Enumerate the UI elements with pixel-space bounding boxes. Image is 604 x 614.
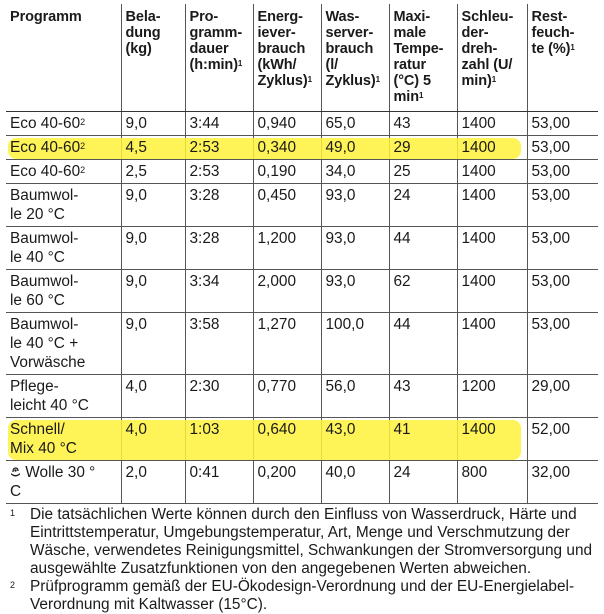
table-row bbox=[6, 184, 598, 227]
table-row bbox=[6, 160, 598, 184]
table-cell: 9,0 bbox=[121, 313, 185, 375]
footnote-ref: 2 bbox=[80, 165, 86, 175]
table-cell: 93,0 bbox=[321, 270, 389, 313]
table-row bbox=[6, 313, 598, 375]
column-header: Programm bbox=[6, 4, 121, 112]
program-label: Eco $40-60^2$ bbox=[10, 139, 86, 156]
footnote-ref: 1 bbox=[570, 43, 575, 52]
table-cell: 1:03 bbox=[185, 418, 253, 461]
table-cell: 25 bbox=[389, 160, 457, 184]
footnote-text: Prüfprogramm gemäß der EU-Ökodesign-Verordnung und der EU-Energielabel-Verordnung mit Kaltwasser (15°C). bbox=[30, 578, 575, 613]
table-cell: 53,00 bbox=[527, 227, 598, 270]
table-cell: 52,00 bbox=[527, 418, 598, 461]
table-cell: 0,770 bbox=[253, 375, 321, 418]
table-cell: 1,270 bbox=[253, 313, 321, 375]
table-cell: 53,00 bbox=[527, 313, 598, 375]
table-cell: 3:34 bbox=[185, 270, 253, 313]
program-name bbox=[6, 160, 121, 184]
program-label: Baumwol- le 40 °C + Vorwäsche bbox=[10, 316, 86, 371]
table-cell: 1400 bbox=[457, 418, 527, 461]
table-cell: 9,0 bbox=[121, 227, 185, 270]
table-cell: 0,940 bbox=[253, 112, 321, 136]
table-cell: 1400 bbox=[457, 184, 527, 227]
footnote-mark: 1 bbox=[10, 508, 16, 518]
table-cell: 93,0 bbox=[321, 184, 389, 227]
footnote bbox=[6, 506, 598, 578]
program-name bbox=[6, 136, 121, 160]
column-header: Maxi- male Tempe- ratur (°C) 5 $\min^1$ bbox=[389, 4, 457, 112]
footnote-ref: 1 bbox=[237, 59, 243, 68]
table-cell: 9,0 bbox=[121, 270, 185, 313]
table-cell: 44 bbox=[389, 227, 457, 270]
program-label: Pflege- leicht 40 °C bbox=[10, 378, 89, 414]
program-name bbox=[6, 418, 121, 461]
table-cell: 2,000 bbox=[253, 270, 321, 313]
table-cell: 44 bbox=[389, 313, 457, 375]
program-name bbox=[6, 375, 121, 418]
footnote-ref: 1 bbox=[491, 75, 497, 84]
table-cell: 24 bbox=[389, 184, 457, 227]
table-cell: 62 bbox=[389, 270, 457, 313]
table-cell: 2,5 bbox=[121, 160, 185, 184]
table-row bbox=[6, 136, 598, 160]
table-cell: 2:30 bbox=[185, 375, 253, 418]
column-header: Energ- iever- brauch (kWh/ Zyklus)$^1$ bbox=[253, 4, 321, 112]
table-cell: 1400 bbox=[457, 136, 527, 160]
footnote bbox=[6, 578, 598, 614]
table-cell: 9,0 bbox=[121, 184, 185, 227]
table-cell: 1400 bbox=[457, 270, 527, 313]
table-header bbox=[6, 4, 598, 112]
program-label: Baumwol- le 60 °C bbox=[10, 273, 79, 309]
program-name bbox=[6, 112, 121, 136]
program-name bbox=[6, 270, 121, 313]
table-cell: 9,0 bbox=[121, 112, 185, 136]
table-cell: 1400 bbox=[457, 227, 527, 270]
table-cell: 3:44 bbox=[185, 112, 253, 136]
table-cell: 4,0 bbox=[121, 418, 185, 461]
table-cell: 100,0 bbox=[321, 313, 389, 375]
table-cell: 53,00 bbox=[527, 184, 598, 227]
program-label: Baumwol- le 20 °C bbox=[10, 187, 79, 223]
table-cell: 53,00 bbox=[527, 160, 598, 184]
footnote-ref: 2 bbox=[80, 117, 86, 127]
program-name bbox=[6, 184, 121, 227]
table-cell: 0,450 bbox=[253, 184, 321, 227]
table-cell: 800 bbox=[457, 461, 527, 504]
footnote-text: Die tatsächlichen Werte können durch den Einfluss von Wasserdruck, Härte und Eintrittstemperatur, Umgebungstemperatur, Art, Menge und Verschmutzung der Wäsche, verwendetes Reinigungsmittel, Schwankungen der Stromversorgung und ausgewählte Zusatzfunktionen von den angegebenen Werten abweichen. bbox=[30, 506, 593, 577]
table-cell: 1200 bbox=[457, 375, 527, 418]
table-cell: 93,0 bbox=[321, 227, 389, 270]
table-cell: 0,340 bbox=[253, 136, 321, 160]
table-cell: 1400 bbox=[457, 160, 527, 184]
table-cell: 3:28 bbox=[185, 184, 253, 227]
program-label: Baumwol- le 40 °C bbox=[10, 230, 79, 266]
table-cell: 29 bbox=[389, 136, 457, 160]
table-cell: 29,00 bbox=[527, 375, 598, 418]
table-cell: 32,00 bbox=[527, 461, 598, 504]
table-cell: 53,00 bbox=[527, 112, 598, 136]
column-header: Was- server- brauch (l/ Zyklus)$^1$ bbox=[321, 4, 389, 112]
program-name bbox=[6, 227, 121, 270]
table-cell: 1400 bbox=[457, 112, 527, 136]
program-label: Schnell/ Mix 40 °C bbox=[10, 421, 77, 457]
program-label: Eco $40-60^2$ bbox=[10, 115, 86, 132]
document bbox=[6, 4, 598, 614]
table-cell: 4,0 bbox=[121, 375, 185, 418]
footnote-ref: 2 bbox=[80, 141, 86, 151]
column-header: Bela- dung (kg) bbox=[121, 4, 185, 112]
header-row bbox=[6, 4, 598, 112]
footnote-ref: 1 bbox=[375, 75, 380, 84]
program-name bbox=[6, 461, 121, 504]
wool-icon bbox=[10, 466, 21, 478]
table-cell: 0,190 bbox=[253, 160, 321, 184]
table-row bbox=[6, 270, 598, 313]
program-table bbox=[6, 4, 598, 504]
table-cell: 49,0 bbox=[321, 136, 389, 160]
table-cell: 4,5 bbox=[121, 136, 185, 160]
program-label: Eco $40-60^2$ bbox=[10, 163, 86, 180]
table-row bbox=[6, 418, 598, 461]
table-cell: 3:58 bbox=[185, 313, 253, 375]
table-row bbox=[6, 375, 598, 418]
footnote-ref: 1 bbox=[418, 91, 424, 100]
program-label: Wolle 30 ° C bbox=[10, 464, 96, 500]
table-cell: 43 bbox=[389, 375, 457, 418]
column-header: Rest- feuch- te (%)$^1$ bbox=[527, 4, 598, 112]
footnote-mark: 2 bbox=[10, 580, 16, 590]
table-cell: 2:53 bbox=[185, 136, 253, 160]
table-row bbox=[6, 227, 598, 270]
table-cell: 1,200 bbox=[253, 227, 321, 270]
table-cell: 41 bbox=[389, 418, 457, 461]
table-cell: 0,640 bbox=[253, 418, 321, 461]
footnote-ref: 1 bbox=[307, 75, 312, 84]
table-row bbox=[6, 461, 598, 504]
table-cell: 43,0 bbox=[321, 418, 389, 461]
table-cell: 2:53 bbox=[185, 160, 253, 184]
table-cell: 0:41 bbox=[185, 461, 253, 504]
table-cell: 43 bbox=[389, 112, 457, 136]
column-header: Schleu- der- dreh- zahl (U/ min)$^1$ bbox=[457, 4, 527, 112]
table-cell: 3:28 bbox=[185, 227, 253, 270]
table-cell: 1400 bbox=[457, 313, 527, 375]
table-row bbox=[6, 112, 598, 136]
table-cell: 34,0 bbox=[321, 160, 389, 184]
program-name bbox=[6, 313, 121, 375]
table-cell: 2,0 bbox=[121, 461, 185, 504]
footnotes bbox=[6, 506, 598, 614]
table-cell: 56,0 bbox=[321, 375, 389, 418]
table-cell: 24 bbox=[389, 461, 457, 504]
column-header: Pro- gramm- dauer (h:min)$^1$ bbox=[185, 4, 253, 112]
table-cell: 0,200 bbox=[253, 461, 321, 504]
table-cell: 40,0 bbox=[321, 461, 389, 504]
table-cell: 53,00 bbox=[527, 136, 598, 160]
table-body bbox=[6, 112, 598, 504]
table-cell: 53,00 bbox=[527, 270, 598, 313]
table-cell: 65,0 bbox=[321, 112, 389, 136]
